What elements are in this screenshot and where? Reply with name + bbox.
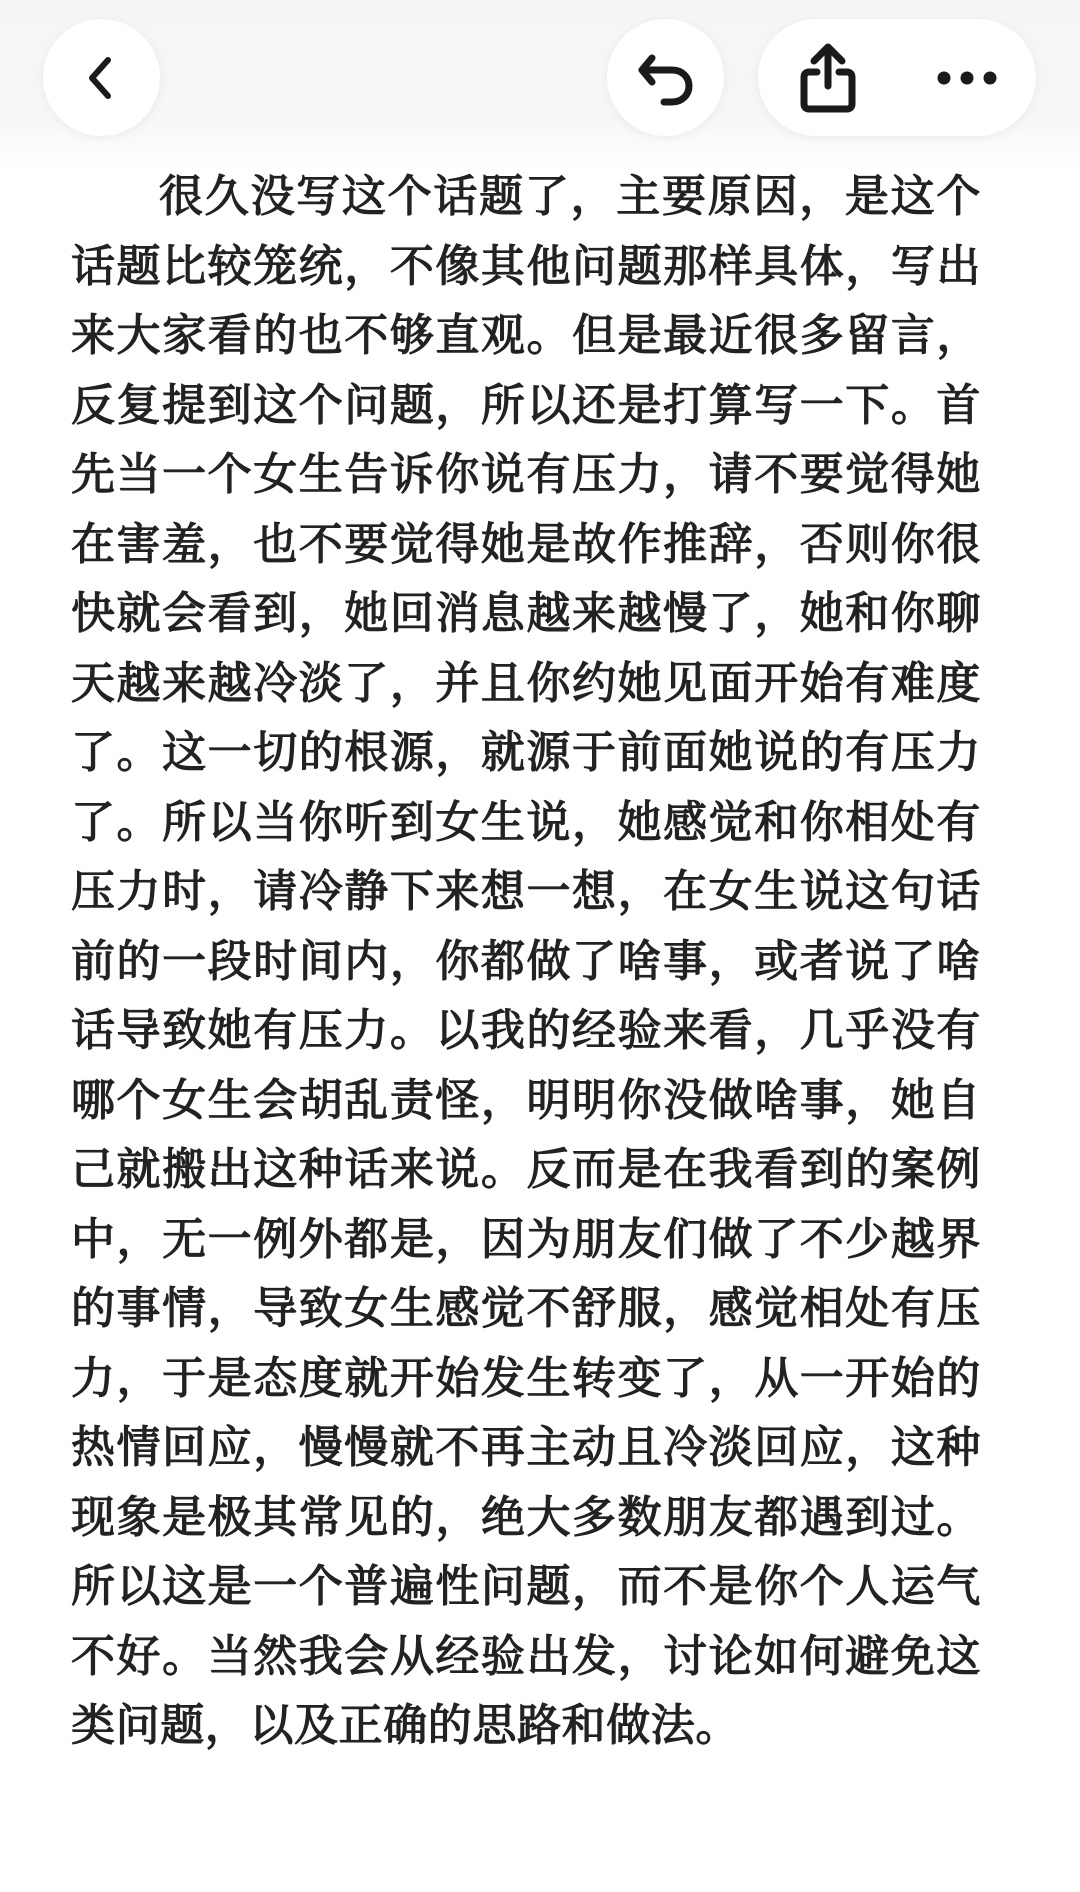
undo-arrow-icon xyxy=(634,46,698,110)
chevron-left-icon xyxy=(78,54,126,102)
top-toolbar xyxy=(0,0,1080,170)
more-button[interactable] xyxy=(897,19,1036,136)
share-upload-icon xyxy=(797,42,859,114)
more-horizontal-icon xyxy=(937,70,997,86)
share-button[interactable] xyxy=(758,19,897,136)
article-body-text: 很久没写这个话题了，主要原因，是这个话题比较笼统，不像其他问题那样具体，写出来大家看的也不够直观。但是最近很多留言，反复提到这个问题，所以还是打算写一下。首先当一个女生告诉你说有压力，请不要觉得她在害羞，也不要觉得她是故作推辞，否则你很快就会看到，她回消息越来越慢了，她和你聊天越来越冷淡了，并且你约她见面开始有难度了。这一切的根源，就源于前面她说的有压力了。所以当你听到女生说，她感觉和你相处有压力时，请冷静下来想一想，在女生说这句话前的一段时间内，你都做了啥事，或者说了啥话导致她有压力。以我的经验来看，几乎没有哪个女生会胡乱责怪，明明你没做啥事，她自己就搬出这种话来说。反而是在我看到的案例中，无一例外都是，因为朋友们做了不少越界的事情，导致女生感觉不舒服，感觉相处有压力，于是态度就开始发生转变了，从一开始的热情回应，慢慢就不再主动且冷淡回应，这种现象是极其常见的，绝大多数朋友都遇到过。所以这是一个普遍性问题，而不是你个人运气不好。当然我会从经验出发，讨论如何避免这类问题，以及正确的思路和做法。 xyxy=(71,171,981,1751)
back-button[interactable] xyxy=(43,19,160,136)
undo-button[interactable] xyxy=(607,19,724,136)
share-more-group xyxy=(758,19,1036,136)
